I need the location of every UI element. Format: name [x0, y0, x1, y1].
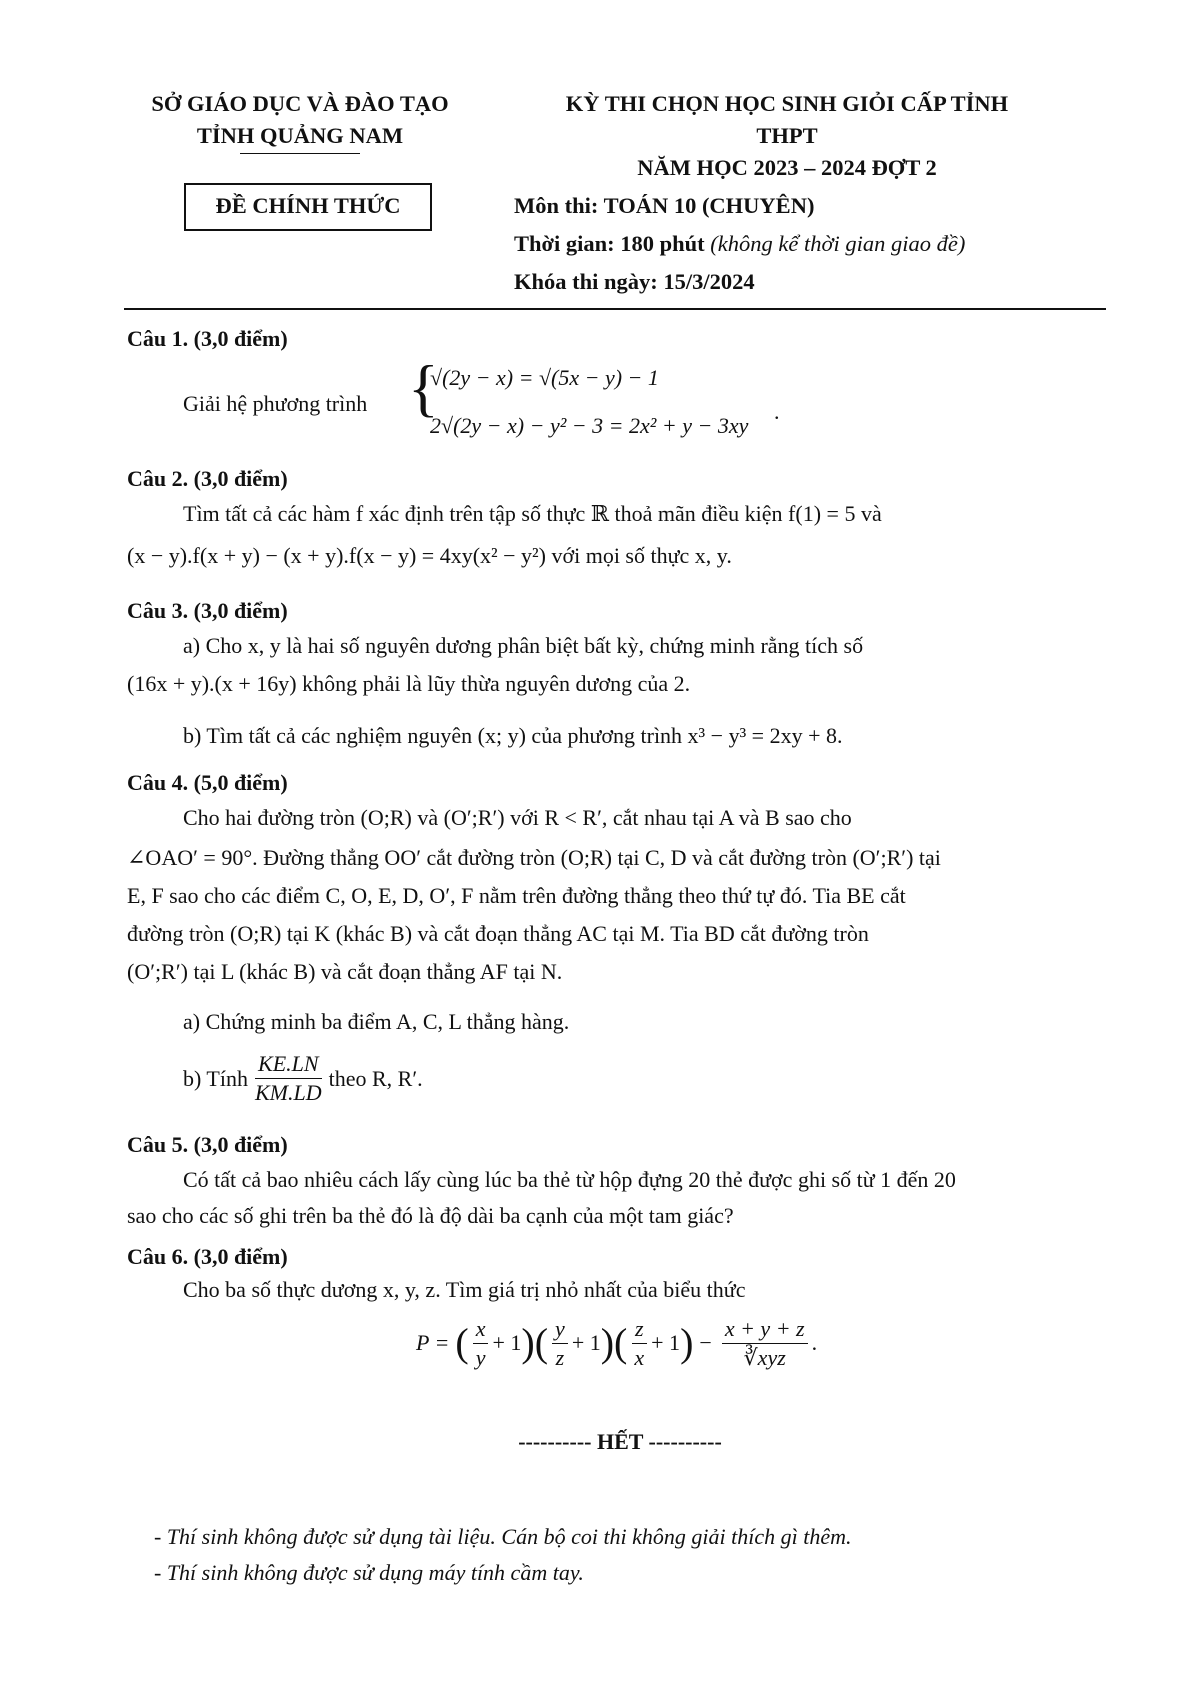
exam-time: Thời gian: 180 phút (không kể thời gian giao đề)	[514, 231, 966, 256]
ratio-fraction: $\frac{KE.LN}{KM.LD}$	[254, 1051, 322, 1105]
exam-date: Khóa thi ngày: 15/3/2024	[514, 269, 755, 294]
exam-title: KỲ THI CHỌN HỌC SINH GIỎI CẤP TỈNH	[565, 91, 1009, 116]
question-2-line-2: (x − y).f(x + y) − (x + y).f(x − y) = 4xy(x² − y²) với mọi số thực x, y.	[127, 543, 732, 568]
question-2-title: Câu 2. (3,0 điểm)	[127, 466, 288, 491]
question-1-equation-1: √(2y − x) = √(5x − y) − 1	[430, 365, 659, 390]
question-4-line-5: (O′;R′) tại L (khác B) và cắt đoạn thẳng AF tại N.	[127, 959, 563, 984]
question-1-period: .	[774, 399, 780, 424]
question-6-title: Câu 6. (3,0 điểm)	[127, 1244, 288, 1269]
question-3-part-a-line-1: a) Cho x, y là hai số nguyên dương phân biệt bất kỳ, chứng minh rằng tích số	[183, 633, 864, 658]
question-4-line-1: Cho hai đường tròn (O;R) và (O′;R′) với R < R′, cắt nhau tại A và B sao cho	[183, 805, 852, 830]
header-divider	[124, 308, 1106, 310]
question-4-line-4: đường tròn (O;R) tại K (khác B) và cắt đoạn thẳng AC tại M. Tia BD cắt đường tròn	[127, 921, 869, 946]
question-5-line-1: Có tất cả bao nhiêu cách lấy cùng lúc ba thẻ từ hộp đựng 20 thẻ được ghi số từ 1 đến 20	[183, 1167, 956, 1192]
official-exam-box: ĐỀ CHÍNH THỨC	[184, 183, 432, 231]
school-year: NĂM HỌC 2023 – 2024 ĐỢT 2	[637, 155, 937, 180]
question-4-part-a: a) Chứng minh ba điểm A, C, L thẳng hàng.	[183, 1009, 570, 1034]
end-mark: ---------- HẾT ----------	[518, 1429, 722, 1454]
system-brace: {	[408, 352, 439, 423]
note-2: - Thí sinh không được sử dụng máy tính cầm tay.	[154, 1560, 584, 1585]
subject: Môn thi: TOÁN 10 (CHUYÊN)	[514, 193, 815, 218]
question-5-title: Câu 5. (3,0 điểm)	[127, 1132, 288, 1157]
exam-level: THPT	[756, 123, 818, 148]
note-1: - Thí sinh không được sử dụng tài liệu. Cán bộ coi thi không giải thích gì thêm.	[154, 1524, 852, 1549]
question-4-line-2: ∠OAO′ = 90°. Đường thẳng OO′ cắt đường tròn (O;R) tại C, D và cắt đường tròn (O′;R′) tại	[127, 845, 941, 870]
question-1-intro: Giải hệ phương trình	[183, 391, 368, 416]
department-name: SỞ GIÁO DỤC VÀ ĐÀO TẠO	[151, 91, 449, 116]
province-name: TỈNH QUẢNG NAM	[196, 123, 404, 148]
question-1-equation-2: 2√(2y − x) − y² − 3 = 2x² + y − 3xy	[430, 413, 749, 438]
question-2-line-1: Tìm tất cả các hàm f xác định trên tập số thực ℝ thoả mãn điều kiện f(1) = 5 và	[183, 501, 882, 526]
question-3-title: Câu 3. (3,0 điểm)	[127, 598, 288, 623]
question-4-part-b: b) Tính $\frac{KE.LN}{KM.LD}$ theo R, R′.	[183, 1051, 423, 1105]
question-6-expression: P = ( $\frac{x}{y}$ + 1 )( $\frac{y}{z}$ + 1 )( $\frac{z}{x}$ + 1 ) − $\frac{x + y + z}{\text{∛xyz}}$ .	[416, 1315, 818, 1370]
question-5-line-2: sao cho các số ghi trên ba thẻ đó là độ dài ba cạnh của một tam giác?	[127, 1203, 734, 1228]
question-1-title: Câu 1. (3,0 điểm)	[127, 326, 288, 351]
question-4-title: Câu 4. (5,0 điểm)	[127, 770, 288, 795]
question-6-line-1: Cho ba số thực dương x, y, z. Tìm giá trị nhỏ nhất của biểu thức	[183, 1277, 746, 1302]
question-3-part-a-line-2: (16x + y).(x + 16y) không phải là lũy thừa nguyên dương của 2.	[127, 671, 691, 696]
question-3-part-b: b) Tìm tất cả các nghiệm nguyên (x; y) của phương trình x³ − y³ = 2xy + 8.	[183, 723, 843, 748]
question-4-line-3: E, F sao cho các điểm C, O, E, D, O′, F nằm trên đường thẳng theo thứ tự đó. Tia BE cắt	[127, 883, 906, 908]
province-underline	[240, 153, 360, 154]
